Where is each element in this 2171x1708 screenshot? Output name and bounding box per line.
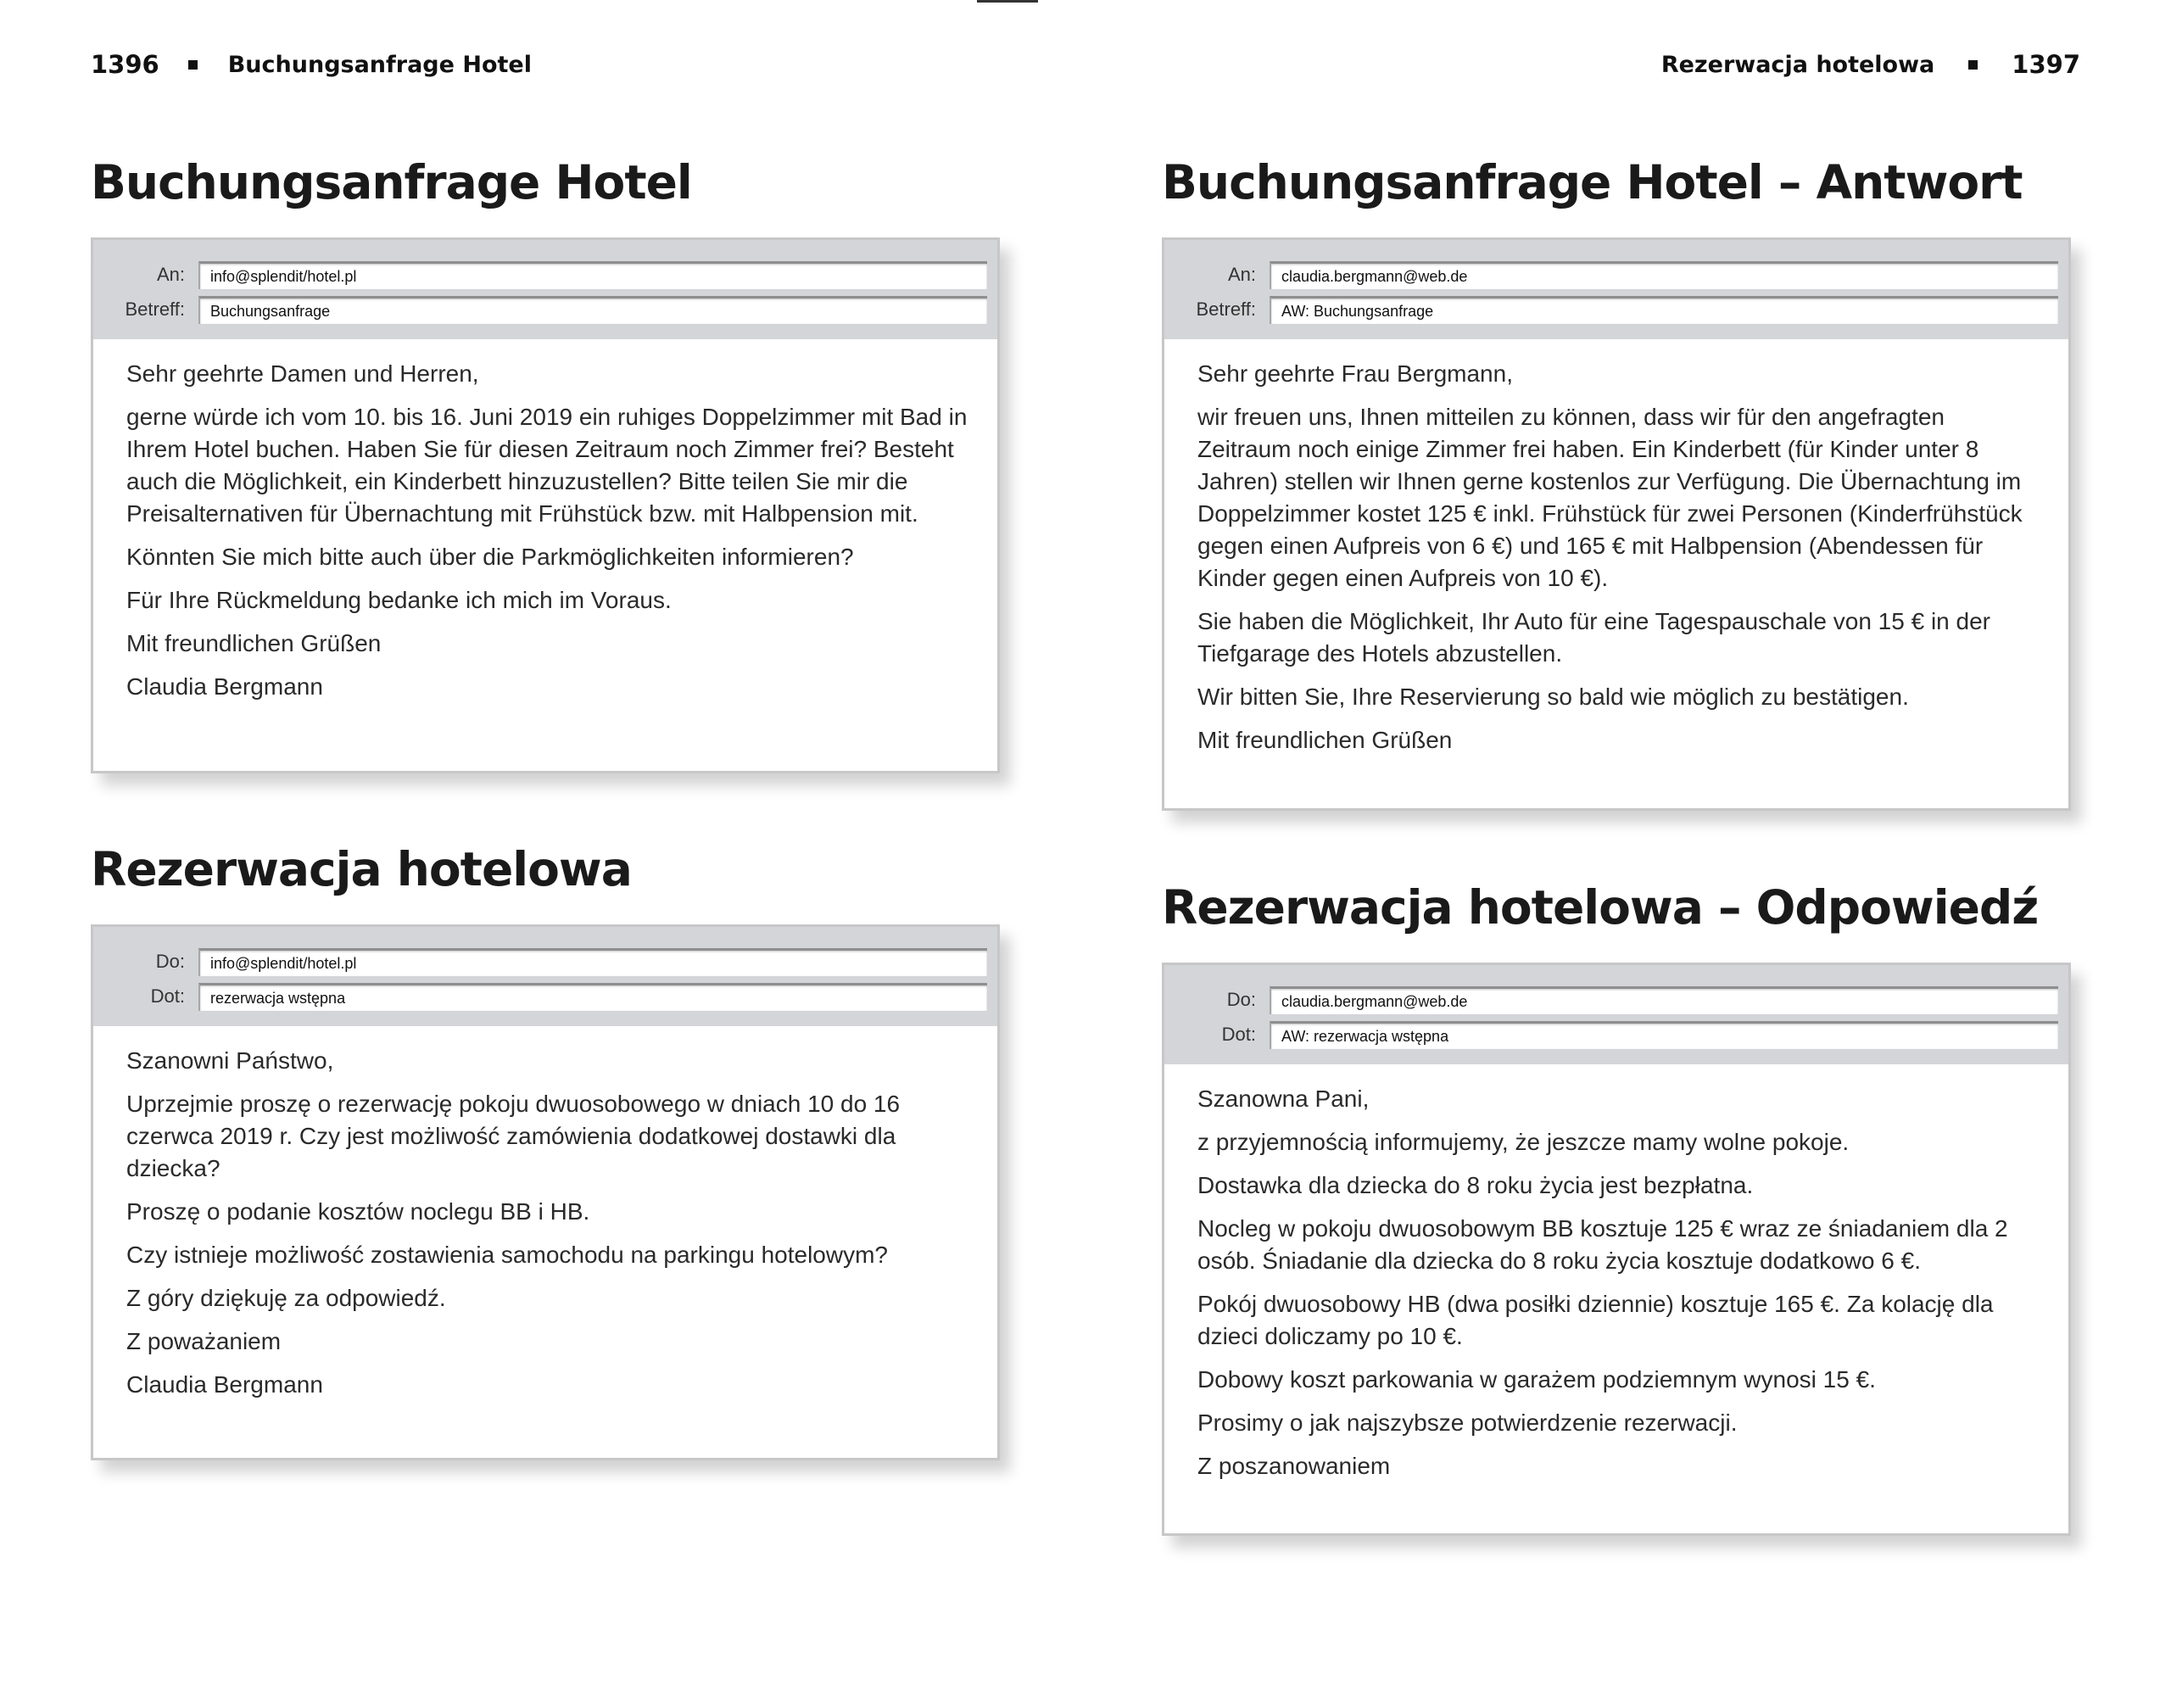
email-paragraph: Z góry dziękuję za odpowiedź. xyxy=(126,1285,446,1311)
email-header xyxy=(93,240,997,339)
section-heading: Buchungsanfrage Hotel – Antwort xyxy=(1162,155,2023,209)
email-paragraph: Nocleg w pokoju dwuosobowym BB kosztuje 125 € wraz ze śniadaniem dla 2 osób. Śniadanie dla dziecka do 8 roku życia kosztuje dodatkowo 6 €. xyxy=(1197,1215,2008,1274)
email-paragraph: Mit freundlichen Grüßen xyxy=(1197,727,1453,753)
page-number-right: 1397 xyxy=(2012,50,2080,79)
to-label: Do: xyxy=(155,951,185,972)
subject-row xyxy=(93,981,997,1012)
email-header xyxy=(1164,965,2068,1064)
email-paragraph: Sehr geehrte Frau Bergmann, xyxy=(1197,360,1513,387)
to-row xyxy=(1164,985,2068,1015)
email-paragraph: Szanowni Państwo, xyxy=(126,1047,334,1074)
page-number-left: 1396 xyxy=(91,50,159,79)
email-paragraph: Mit freundlichen Grüßen xyxy=(126,630,382,656)
to-row xyxy=(93,260,997,290)
top-rule xyxy=(977,0,1038,3)
email-paragraph: Pokój dwuosobowy HB (dwa posiłki dziennie) kosztuje 165 €. Za kolację dla dzieci doliczamy po 10 €. xyxy=(1197,1291,1994,1349)
email-paragraph: Dobowy koszt parkowania w garażem podziemnym wynosi 15 €. xyxy=(1197,1366,1876,1393)
email-paragraph: Claudia Bergmann xyxy=(126,1371,323,1398)
square-bullet-icon xyxy=(188,60,198,70)
email-paragraph: Dostawka dla dziecka do 8 roku życia jest bezpłatna. xyxy=(1197,1172,1754,1198)
subject-row xyxy=(1164,1019,2068,1050)
email-paragraph: Für Ihre Rückmeldung bedanke ich mich im Voraus. xyxy=(126,587,672,613)
subject-label: Dot: xyxy=(150,985,185,1007)
email-card xyxy=(91,924,1000,1460)
subject-label: Betreff: xyxy=(125,299,185,320)
subject-row xyxy=(93,294,997,325)
email-paragraph: Könnten Sie mich bitte auch über die Parkmöglichkeiten informieren? xyxy=(126,544,854,570)
square-bullet-icon xyxy=(1968,60,1978,70)
subject-label: Betreff: xyxy=(1196,299,1256,320)
to-label: An: xyxy=(156,264,185,285)
subject-row xyxy=(1164,294,2068,325)
to-row xyxy=(93,946,997,977)
email-paragraph: gerne würde ich vom 10. bis 16. Juni 2019 ein ruhiges Doppelzimmer mit Bad in Ihrem Hotel buchen. Haben Sie für diesen Zeitraum noch Zimmer frei? Besteht auch die Möglichkeit, ein Kinderbett hinzuzustellen? Bitte teilen Sie mir die Preisalternativen für Übernachtung mit Frühstück bzw. mit Halbpension mit. xyxy=(126,404,968,527)
to-field[interactable]: info@splendit/hotel.pl xyxy=(198,261,987,289)
email-header xyxy=(93,927,997,1026)
section-heading: Rezerwacja hotelowa xyxy=(91,842,632,896)
email-paragraph: Szanowna Pani, xyxy=(1197,1086,1370,1112)
email-card xyxy=(91,237,1000,773)
to-label: An: xyxy=(1227,264,1256,285)
email-paragraph: Z poszanowaniem xyxy=(1197,1453,1391,1479)
running-header-left xyxy=(91,47,532,81)
section-buchungsanfrage-antwort xyxy=(1162,153,2066,753)
subject-field[interactable]: Buchungsanfrage xyxy=(198,296,987,324)
subject-field[interactable]: AW: rezerwacja wstępna xyxy=(1270,1021,2058,1049)
email-paragraph: Prosimy o jak najszybsze potwierdzenie rezerwacji. xyxy=(1197,1409,1738,1436)
subject-field[interactable]: AW: Buchungsanfrage xyxy=(1270,296,2058,324)
section-rezerwacja-odpowiedz xyxy=(1162,878,2066,1479)
email-paragraph: Z poważaniem xyxy=(126,1328,282,1354)
email-card xyxy=(1162,237,2071,811)
email-paragraph: Proszę o podanie kosztów noclegu BB i HB. xyxy=(126,1198,590,1225)
section-heading: Rezerwacja hotelowa – Odpowiedź xyxy=(1162,880,2039,935)
email-paragraph: Wir bitten Sie, Ihre Reservierung so bald wie möglich zu bestätigen. xyxy=(1197,684,1909,710)
email-header xyxy=(1164,240,2068,339)
to-label: Do: xyxy=(1226,989,1256,1010)
email-paragraph: z przyjemnością informujemy, że jeszcze mamy wolne pokoje. xyxy=(1197,1129,1850,1155)
to-field[interactable]: info@splendit/hotel.pl xyxy=(198,948,987,976)
email-paragraph: Czy istnieje możliwość zostawienia samochodu na parkingu hotelowym? xyxy=(126,1242,888,1268)
section-buchungsanfrage xyxy=(91,153,995,700)
email-paragraph: Claudia Bergmann xyxy=(126,673,323,700)
to-field[interactable]: claudia.bergmann@web.de xyxy=(1270,261,2058,289)
email-body xyxy=(1164,1064,2068,1519)
subject-label: Dot: xyxy=(1221,1024,1256,1045)
subject-field[interactable]: rezerwacja wstępna xyxy=(198,983,987,1011)
email-paragraph: Uprzejmie proszę o rezerwację pokoju dwuosobowego w dniach 10 do 16 czerwca 2019 r. Czy jest możliwość zamówienia dodatkowej dostawki dla dziecka? xyxy=(126,1091,901,1181)
email-card xyxy=(1162,963,2071,1536)
running-title-left: Buchungsanfrage Hotel xyxy=(227,51,532,78)
to-field[interactable]: claudia.bergmann@web.de xyxy=(1270,986,2058,1014)
section-rezerwacja xyxy=(91,840,995,1398)
email-body xyxy=(1164,339,2068,793)
section-heading: Buchungsanfrage Hotel xyxy=(91,155,692,209)
email-paragraph: Sie haben die Möglichkeit, Ihr Auto für eine Tagespauschale von 15 € in der Tiefgarage des Hotels abzustellen. xyxy=(1197,608,1990,667)
running-header-right xyxy=(1661,47,2080,81)
email-paragraph: wir freuen uns, Ihnen mitteilen zu können, dass wir für den angefragten Zeitraum noch einige Zimmer frei haben. Ein Kinderbett (für Kinder unter 8 Jahren) stellen wir Ihnen gerne kostenlos zur Verfügung. Die Übernachtung im Doppelzimmer kostet 125 € inkl. Frühstück für zwei Personen (Kinderfrühstück gegen einen Aufpreis von 6 €) und 165 € mit Halbpension (Abendessen für Kinder gegen einen Aufpreis von 10 €). xyxy=(1197,404,2023,591)
email-body xyxy=(93,339,997,740)
email-body xyxy=(93,1026,997,1437)
running-title-right: Rezerwacja hotelowa xyxy=(1660,51,1935,78)
email-paragraph: Sehr geehrte Damen und Herren, xyxy=(126,360,479,387)
to-row xyxy=(1164,260,2068,290)
